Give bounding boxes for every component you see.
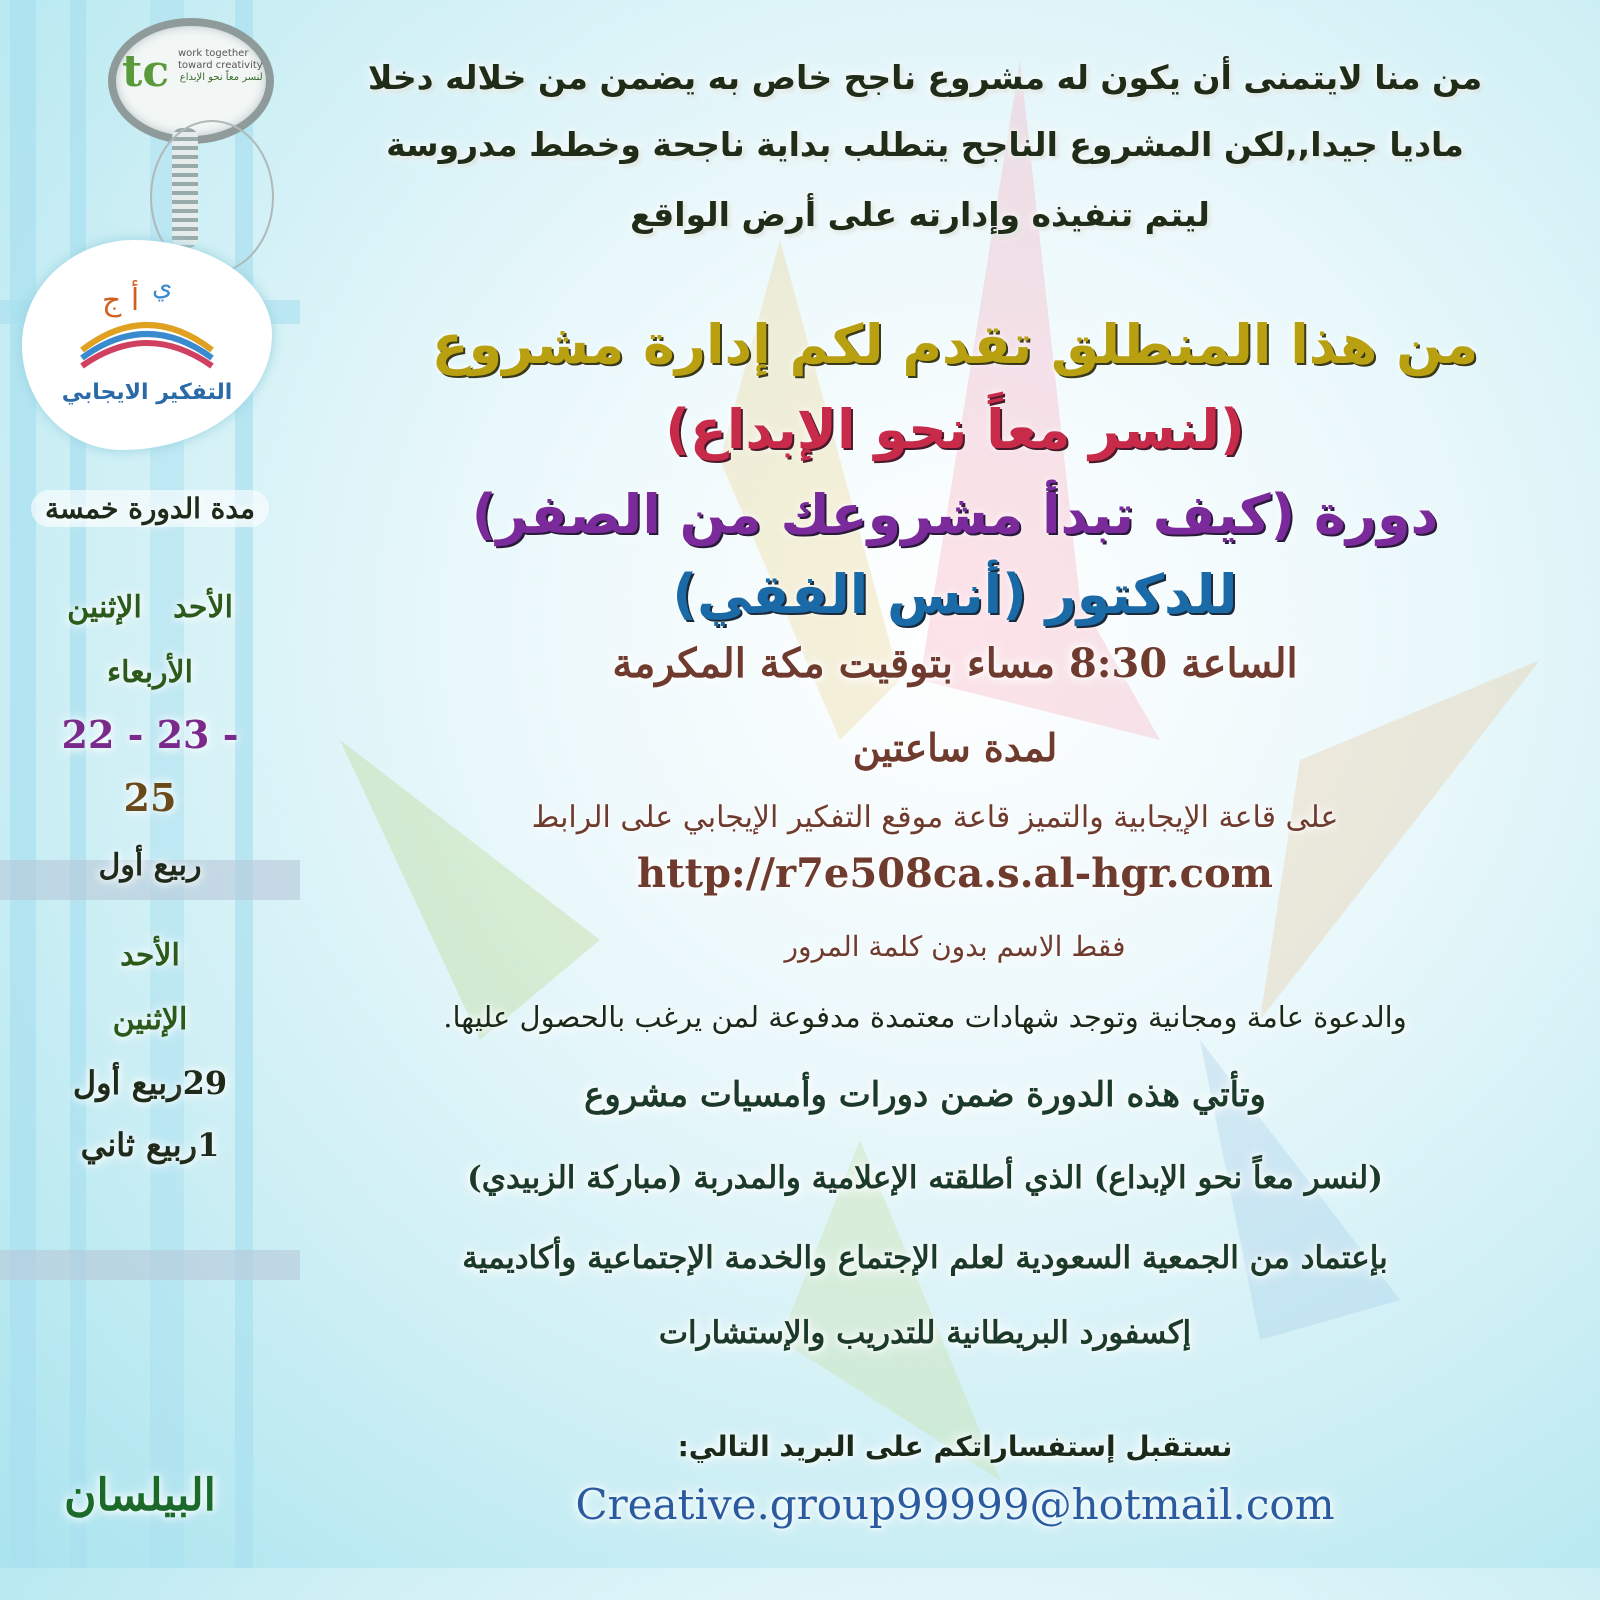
svg-text:أ ج: أ ج (102, 283, 140, 318)
sidebar-duration (0, 490, 300, 527)
day-label: الأربعاء (106, 655, 193, 690)
contact-label: نستقبل إستفساراتكم على البريد التالي: (677, 1430, 1233, 1463)
day-label: الإثنين (112, 1002, 188, 1037)
dates-label: 22 - 23 - (61, 712, 239, 757)
about-line: إكسفورد البريطانية للتدريب والإستشارات (658, 1315, 1192, 1351)
duration-line: لمدة ساعتين (852, 725, 1058, 770)
date-label: 29ربيع أول (72, 1064, 228, 1102)
logo-tagline (178, 48, 263, 84)
svg-text:ي: ي (152, 272, 173, 302)
headline-line: من هذا المنطلق تقدم لكم إدارة مشروع (431, 313, 1479, 376)
date-label: 1ربيع ثاني (80, 1126, 220, 1164)
month-label: ربيع أول (98, 848, 202, 883)
book-icon (22, 240, 272, 450)
logo-text: التفكير الايجابي (61, 380, 233, 405)
time-line: الساعة 8:30 مساء بتوقيت مكة المكرمة (612, 640, 1298, 687)
logo-tagline-line: toward creativity (178, 60, 263, 71)
dates-label: 25 (123, 775, 177, 820)
logo-tagline-line: لنسر معاً نحو الإبداع (179, 72, 263, 83)
headline-line: (لنسر معاً نحو الإبداع) (665, 398, 1245, 461)
about-line: وتأتي هذه الدورة ضمن دورات وأمسيات مشروع (584, 1075, 1266, 1115)
background-arrows (300, 40, 1568, 1500)
day-label: الأحد (173, 590, 233, 625)
day-label: الأحد (120, 938, 180, 973)
sidebar-days-1 (0, 590, 300, 625)
site-link[interactable]: http://r7e508ca.s.al-hgr.com (637, 850, 1273, 897)
venue-line: على قاعة الإيجابية والتميز قاعة موقع التفكير الإيجابي على الرابط (531, 800, 1339, 835)
positive-thinking-logo (22, 240, 272, 450)
course-title: دورة (كيف تبدأ مشروعك من الصفر) (471, 483, 1439, 546)
login-note: فقط الاسم بدون كلمة المرور (784, 930, 1126, 963)
intro-line: من منا لايتمنى أن يكون له مشروع ناجح خاص به يضمن من خلاله دخلا (367, 58, 1483, 97)
day-label: الإثنين (67, 590, 142, 625)
logo-tagline-line: work together (178, 48, 249, 59)
about-line: (لنسر معاً نحو الإبداع) الذي أطلقته الإعلامية والمدربة (مباركة الزبيدي) (467, 1160, 1383, 1196)
contact-email[interactable]: Creative.group99999@hotmail.com (575, 1480, 1335, 1529)
instructor-line: للدكتور (أنس الفقي) (672, 563, 1238, 626)
contact-email-row[interactable] (360, 1480, 1550, 1529)
signature: البيلسان (64, 1470, 216, 1521)
intro-line: ماديا جيدا,,لكن المشروع الناجح يتطلب بداية ناجحة وخطط مدروسة (386, 125, 1464, 164)
intro-line: ليتم تنفيذه وإدارته على أرض الواقع (630, 195, 1210, 234)
logo-mark: tc (122, 46, 170, 97)
decor-bar (0, 1250, 300, 1280)
duration-label: مدة الدورة خمسة (31, 490, 269, 527)
invitation-line: والدعوة عامة ومجانية وتوجد شهادات معتمدة مدفوعة لمن يرغب بالحصول عليها. (443, 1000, 1407, 1034)
about-line: بإعتماد من الجمعية السعودية لعلم الإجتماع والخدمة الإجتماعية وأكاديمية (462, 1240, 1388, 1276)
link-line[interactable] (360, 850, 1550, 897)
